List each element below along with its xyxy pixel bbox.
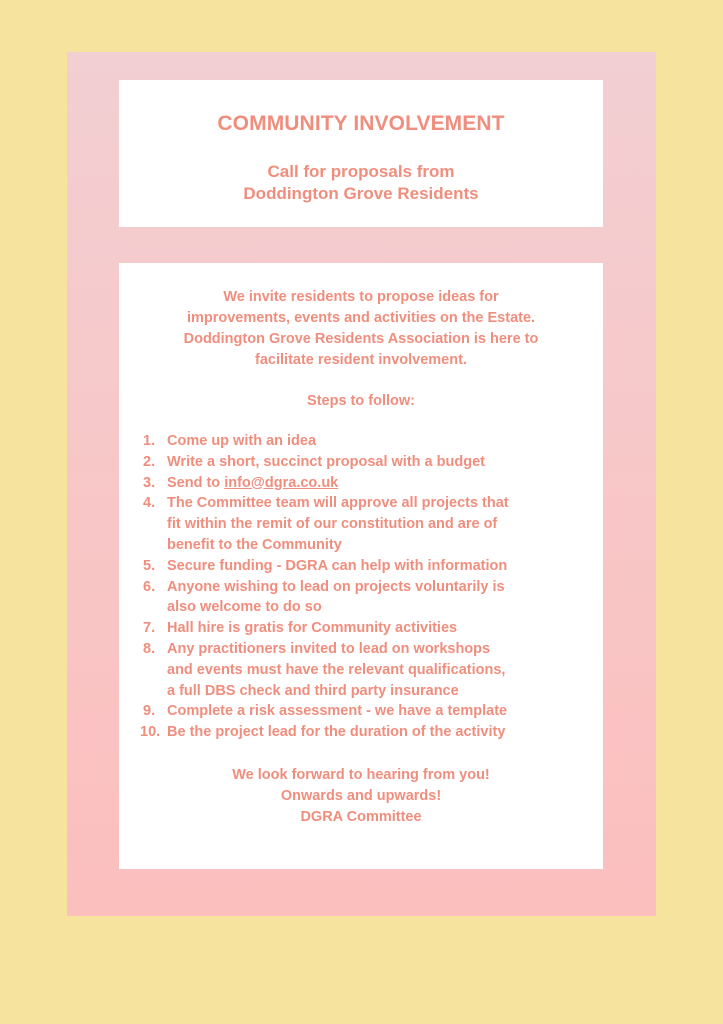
step-number: 7. [143, 620, 156, 637]
step-number: 1. [143, 433, 156, 449]
step-number: 8. [143, 640, 156, 657]
closing-line: Onwards and upwards! [280, 788, 442, 804]
intro-line: Doddington Grove Residents Association is here to [183, 331, 539, 347]
content-panel [119, 263, 603, 869]
step-text: Complete a risk assessment - we have a template [167, 703, 508, 720]
step-text: and events must have the relevant qualifications, [167, 661, 506, 678]
step-item [143, 701, 593, 722]
step-item [143, 618, 593, 639]
step-text: a full DBS check and third party insurance [167, 682, 459, 699]
step-number: 3. [143, 474, 156, 491]
step-number: 5. [143, 557, 156, 574]
step-text: Any practitioners invited to lead on workshops [167, 640, 491, 657]
step-number: 4. [143, 495, 156, 512]
step-item [143, 639, 593, 701]
signature: DGRA Committee [300, 809, 422, 825]
poster-title: COMMUNITY INVOLVEMENT [217, 112, 505, 135]
closing-line: We look forward to hearing from you! [232, 767, 490, 783]
closing-message [119, 765, 603, 828]
steps-list [140, 431, 593, 743]
intro-line: improvements, events and activities on the Estate. [186, 310, 536, 326]
header-panel [119, 80, 603, 227]
step-text: Be the project lead for the duration of the activity [167, 724, 506, 741]
step-text: fit within the remit of our constitution and are of [167, 516, 498, 533]
poster-subtitle [119, 161, 603, 205]
step-text: benefit to the Community [167, 536, 342, 553]
step-number: 10. [140, 724, 161, 741]
subtitle-line: Call for proposals from [267, 162, 455, 181]
step-text: also welcome to do so [167, 599, 322, 616]
step-text-prefix: Send to [167, 474, 225, 491]
step-item [143, 431, 593, 452]
intro-line: facilitate resident involvement. [255, 352, 467, 368]
step-item [143, 577, 593, 619]
step-text: Come up with an idea [167, 433, 317, 449]
step-item [143, 473, 593, 494]
subtitle-line: Doddington Grove Residents [243, 184, 479, 203]
step-item [140, 722, 593, 743]
step-text: Write a short, succinct proposal with a budget [167, 453, 485, 470]
email-link[interactable]: info@dgra.co.uk [224, 474, 339, 491]
step-number: 9. [143, 703, 156, 720]
step-item [143, 452, 593, 473]
step-number: 2. [143, 453, 156, 470]
intro-line: We invite residents to propose ideas for [223, 289, 499, 305]
poster [67, 52, 656, 916]
step-text: Secure funding - DGRA can help with information [167, 557, 508, 574]
step-item [143, 493, 593, 555]
step-text: The Committee team will approve all projects that [167, 495, 509, 512]
step-text: Anyone wishing to lead on projects voluntarily is [167, 578, 505, 595]
intro-paragraph [119, 287, 603, 371]
step-text [167, 473, 593, 494]
step-number: 6. [143, 578, 156, 595]
step-item [143, 556, 593, 577]
steps-heading: Steps to follow: [307, 393, 415, 409]
step-text: Hall hire is gratis for Community activities [167, 620, 458, 637]
